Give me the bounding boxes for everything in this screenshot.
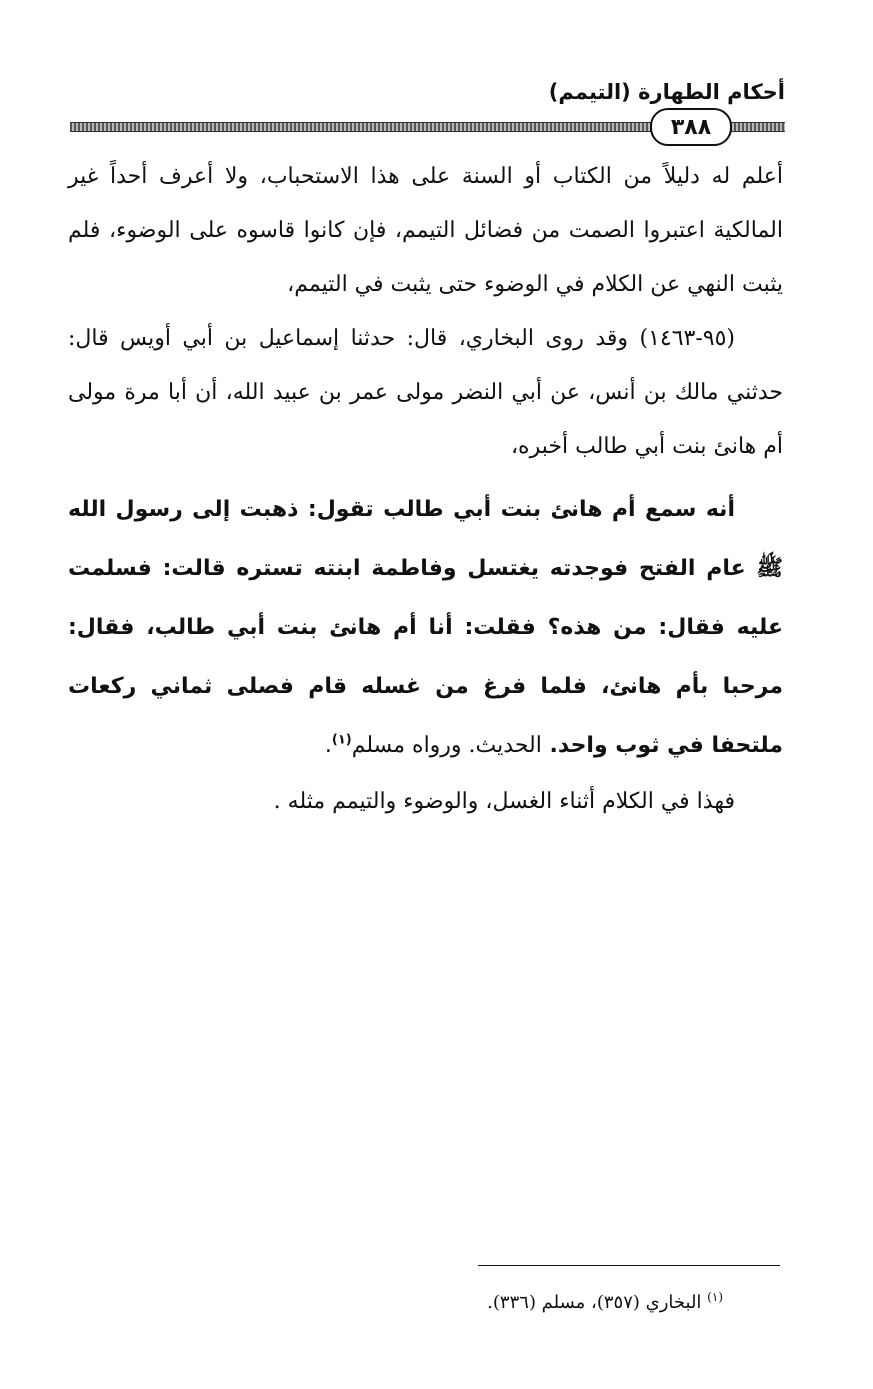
- footnote-ref[interactable]: (١): [331, 732, 352, 748]
- running-title: أحكام الطهارة (التيمم): [548, 80, 785, 104]
- page-header: [70, 78, 785, 140]
- footnote-marker: (١): [707, 1290, 723, 1304]
- paragraph-hadith-text: [68, 480, 783, 775]
- hadith-text: أنه سمع أم هانئ بنت أبي طالب تقول: ذهبت إلى رسول الله ﷺ عام الفتح فوجدته يغتسل وفاطمة ابنته تستره قالت: فسلمت عليه فقال: من هذه؟ فقلت: أنا أم هانئ بنت أبي طالب، فقال: مرحبا بأم هانئ، فلما فرغ من غسله قام فصلى ثماني ركعات ملتحفا في ثوب واحد.: [68, 497, 783, 758]
- paragraph-conclusion: فهذا في الكلام أثناء الغسل، والوضوء والتيمم مثله .: [273, 789, 735, 814]
- page-number: ٣٨٨: [650, 108, 732, 146]
- footnote-1: [487, 1290, 723, 1313]
- paragraph-hadith-chain: (٩٥-١٤٦٣) وقد روى البخاري، قال: حدثنا إسماعيل بن أبي أويس قال: حدثني مالك بن أنس، عن أبي النضر مولى عمر بن عبيد الله، أن أبا مرة مولى أم هانئ بنت أبي طالب أخبره،: [68, 326, 783, 459]
- hadith-source: الحديث. ورواه مسلم: [351, 733, 542, 758]
- main-text: [68, 150, 783, 829]
- hadith-end: .: [324, 733, 332, 758]
- footnote-text: البخاري (٣٥٧)، مسلم (٣٣٦).: [487, 1292, 702, 1313]
- paragraph-continuation: أعلم له دليلاً من الكتاب أو السنة على هذا الاستحباب، ولا أعرف أحداً غير المالكية اعتبروا الصمت من فضائل التيمم، فإن كانوا قاسوه على الوضوء، فلم يثبت النهي عن الكلام في الوضوء حتى يثبت في التيمم،: [68, 164, 783, 297]
- footnote-separator: [478, 1265, 780, 1266]
